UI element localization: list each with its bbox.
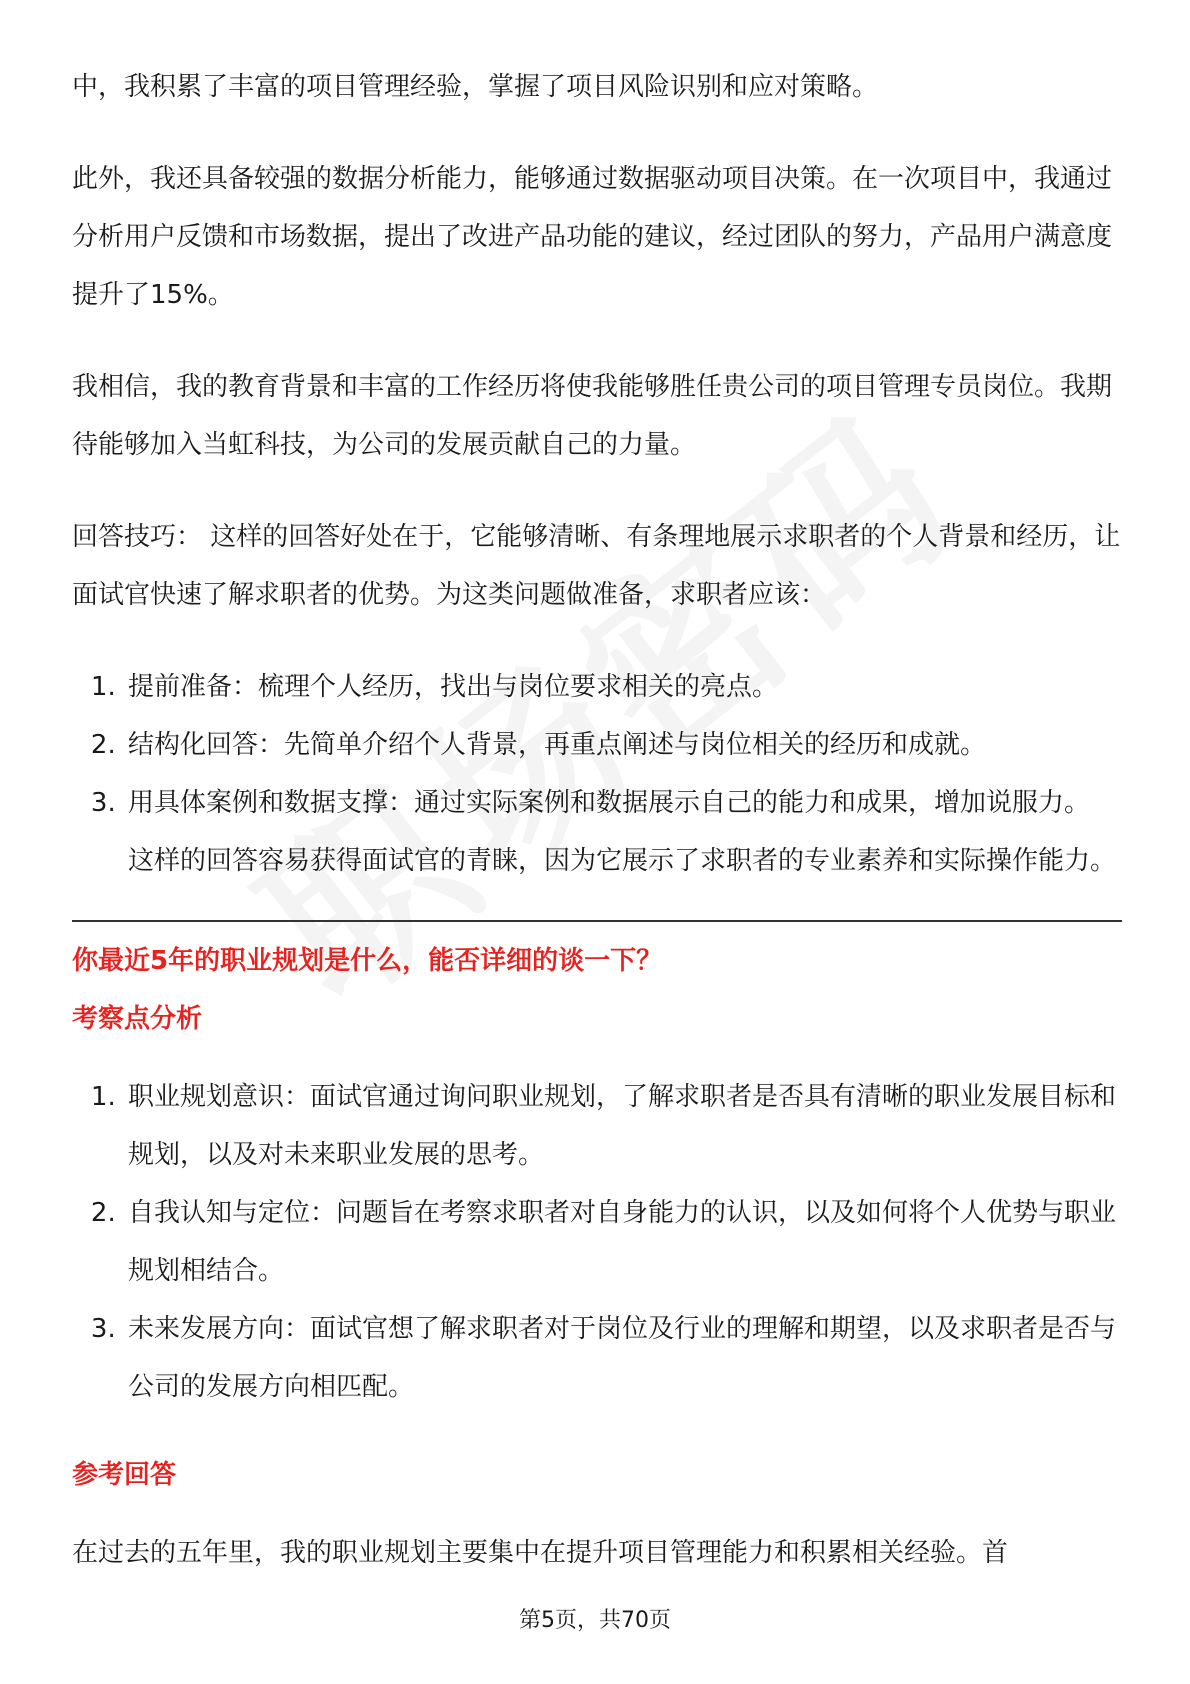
list-item: 1. 提前准备：梳理个人经历，找出与岗位要求相关的亮点。 [124,658,1122,716]
list-item: 3. 未来发展方向：面试官想了解求职者对于岗位及行业的理解和期望，以及求职者是否与公司的发展方向相匹配。 [124,1300,1122,1416]
paragraph-conclusion: 我相信，我的教育背景和丰富的工作经历将使我能够胜任贵公司的项目管理专员岗位。我期待能够加入当虹科技，为公司的发展贡献自己的力量。 [72,372,1113,460]
question-heading: 你最近5年的职业规划是什么，能否详细的谈一下？ [72,946,663,976]
answer-heading: 参考回答 [72,1460,177,1490]
list-item: 3. 用具体案例和数据支撑：通过实际案例和数据展示自己的能力和成果，增加说服力。 这样的回答容易获得面试官的青睐，因为它展示了求职者的专业素养和实际操作能力。 [124,774,1122,890]
list-item: 1. 职业规划意识：面试官通过询问职业规划，了解求职者是否具有清晰的职业发展目标和规划，以及对未来职业发展的思考。 [124,1068,1122,1184]
paragraph-answer-start: 在过去的五年里，我的职业规划主要集中在提升项目管理能力和积累相关经验。首 [72,1538,1009,1568]
section-divider [72,920,1122,922]
list-item: 2. 结构化回答：先简单介绍个人背景，再重点阐述与岗位相关的经历和成就。 [124,716,1122,774]
paragraph-data-analysis: 此外，我还具备较强的数据分析能力，能够通过数据驱动项目决策。在一次项目中，我通过分析用户反馈和市场数据，提出了改进产品功能的建议，经过团队的努力，产品用户满意度提升了15%。 [72,164,1113,310]
analysis-heading: 考察点分析 [72,1004,203,1034]
page-content [72,58,1122,1616]
list-item: 2. 自我认知与定位：问题旨在考察求职者对自身能力的认识，以及如何将个人优势与职业规划相结合。 [124,1184,1122,1300]
page-number-footer: 第5页，共70页 [519,1608,671,1633]
paragraph-answer-tips: 回答技巧： 这样的回答好处在于，它能够清晰、有条理地展示求职者的个人背景和经历，让面试官快速了解求职者的优势。为这类问题做准备，求职者应该： [72,522,1121,610]
analysis-list [72,1068,1122,1416]
paragraph-continuation: 中，我积累了丰富的项目管理经验，掌握了项目风险识别和应对策略。 [72,72,879,102]
tips-list [72,658,1122,890]
